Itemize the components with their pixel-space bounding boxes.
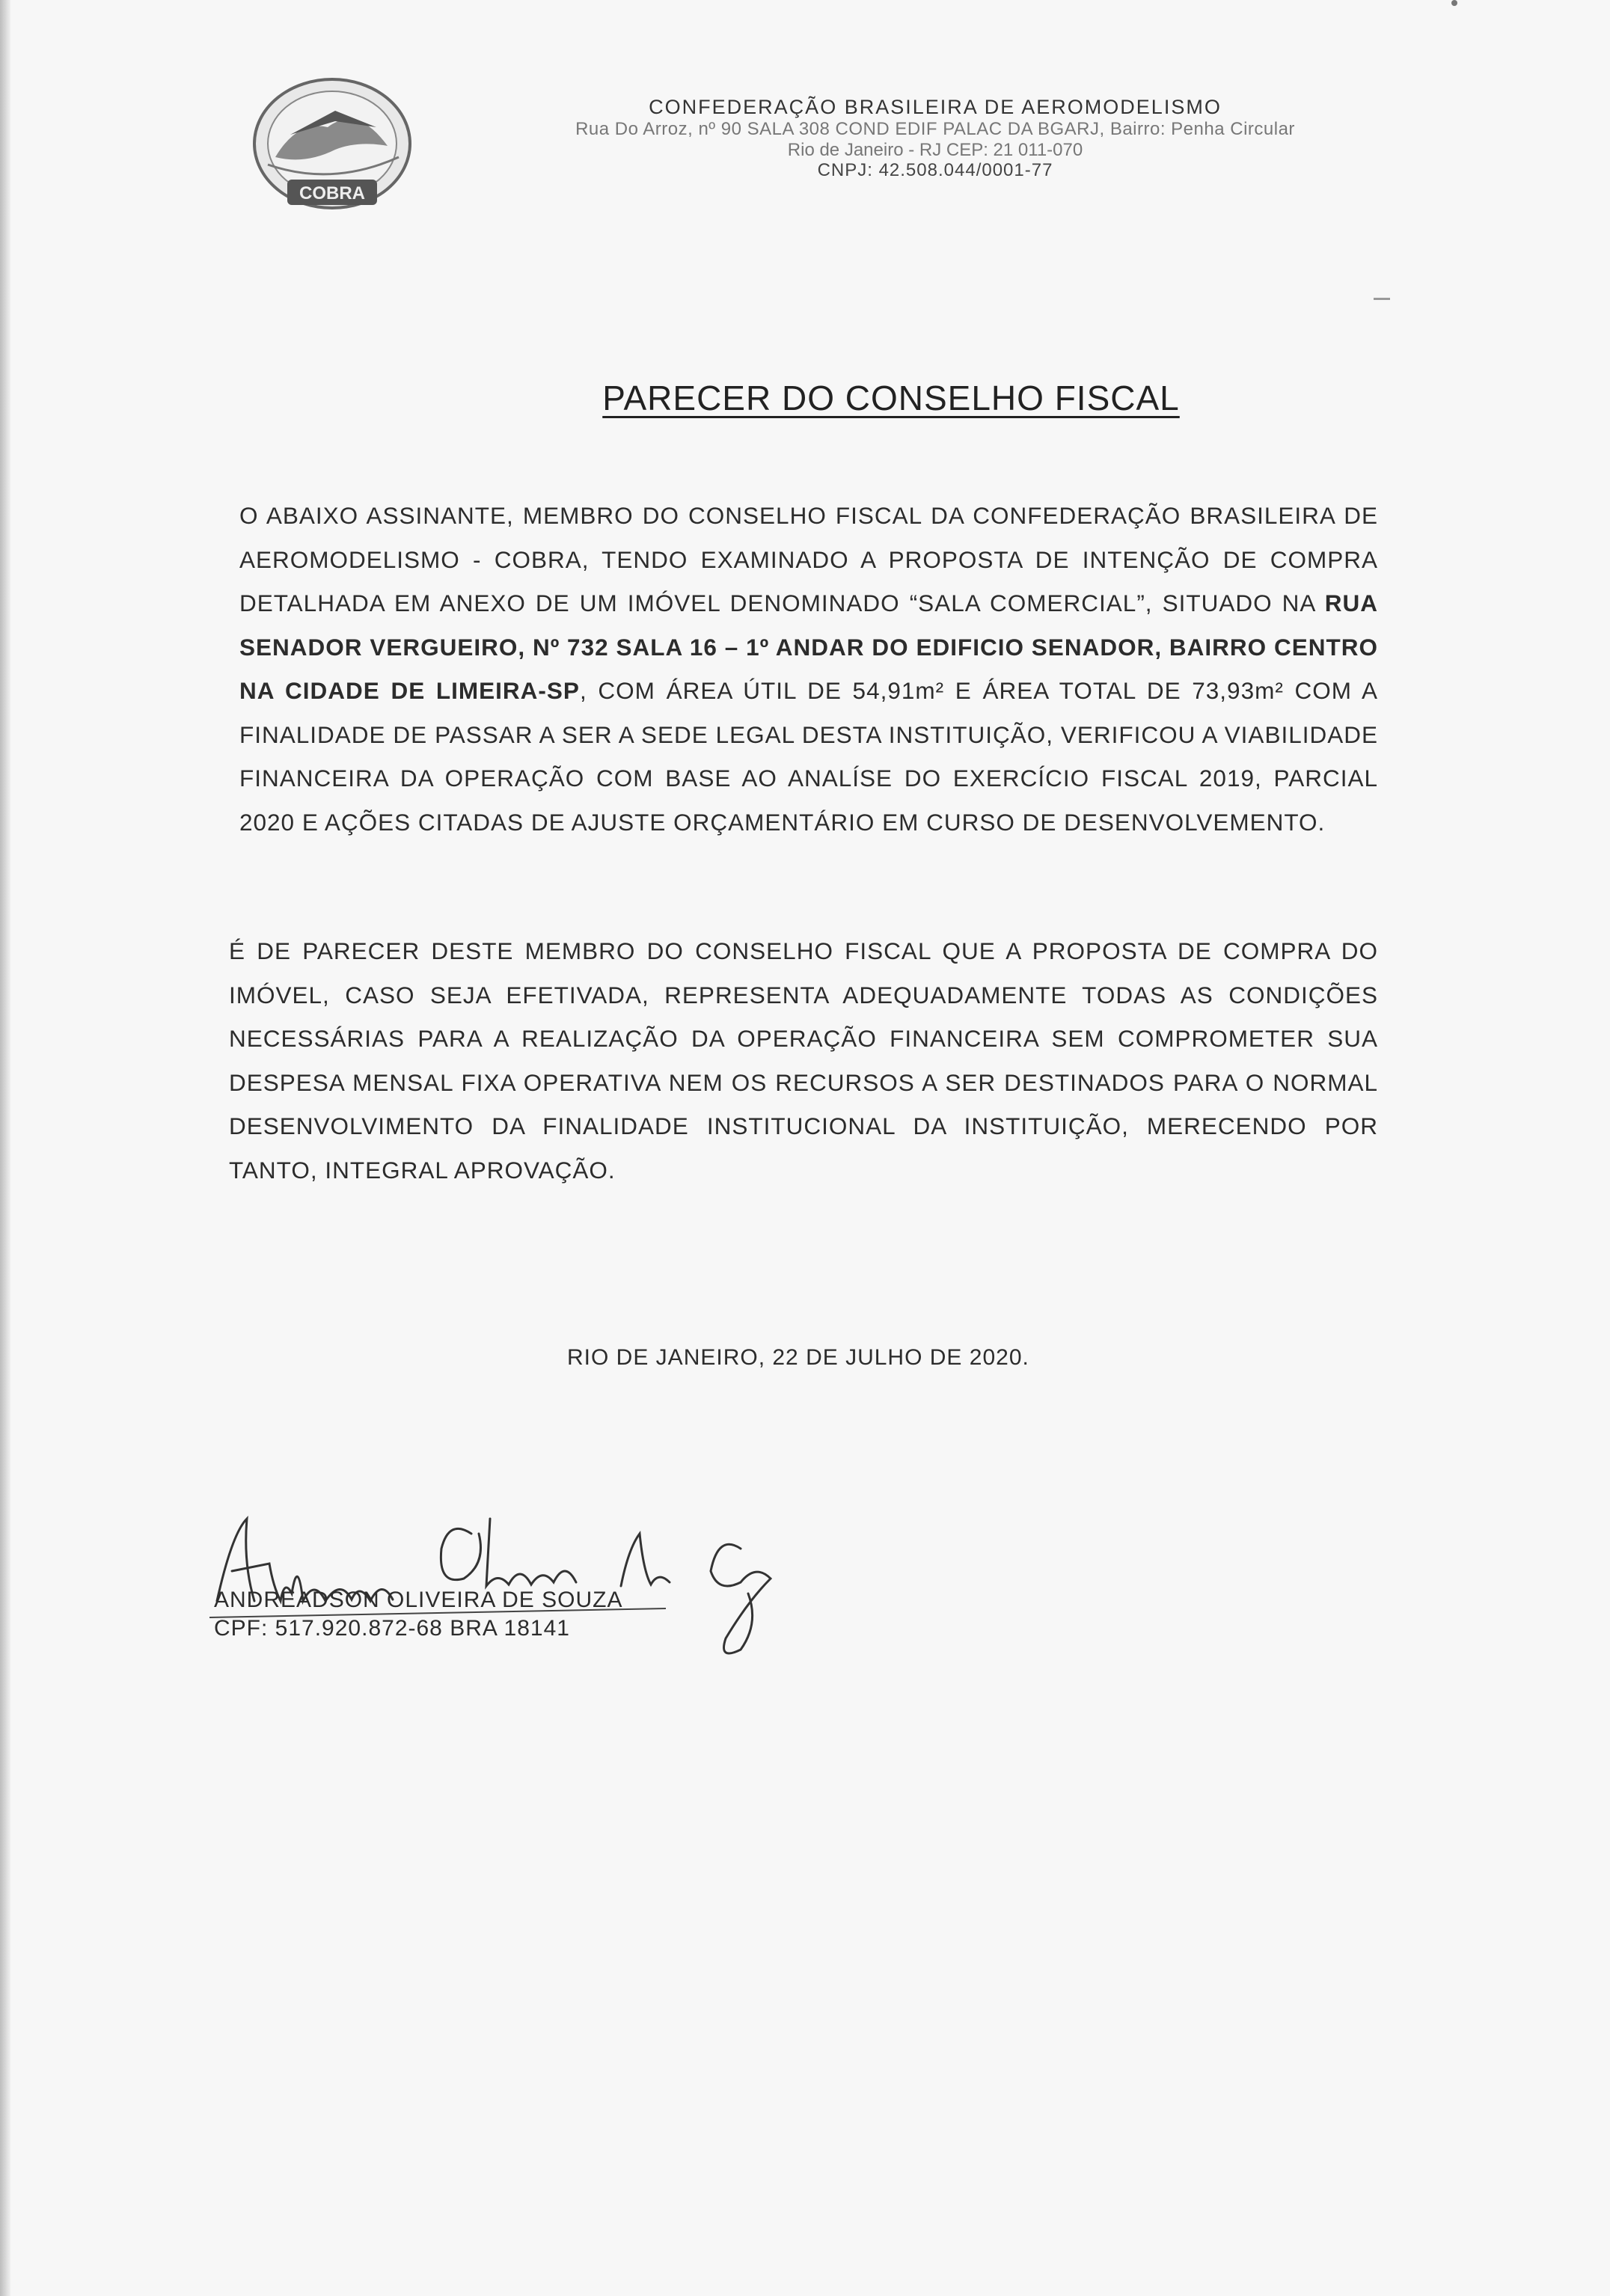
signatory-id: CPF: 517.920.872-68 BRA 18141 <box>214 1616 570 1641</box>
paragraph-1 <box>239 494 1378 844</box>
organization-cnpj: CNPJ: 42.508.044/0001-77 <box>817 160 1053 181</box>
paragraph-1-rest: , COM ÁREA ÚTIL DE 54,91m² E ÁREA TOTAL DE 73,93m² COM A FINALIDADE DE PASSAR A SER A SEDE LEGAL DESTA INSTITUIÇÃO, VERIFICOU A VIABILIDADE FINANCEIRA DA OPERAÇÃO COM BASE AO ANALÍSE DO EXERCÍCIO FISCAL 2019, PARCIAL 2020 E AÇÕES CITADAS DE AJUSTE ORÇAMENTÁRIO EM CURSO DE DESENVOLVEMENTO. <box>239 677 1378 836</box>
scan-mark <box>1451 0 1457 6</box>
date-line: RIO DE JANEIRO, 22 DE JULHO DE 2020. <box>567 1345 1029 1370</box>
page-edge-shadow <box>0 0 10 2296</box>
scan-dash <box>1374 298 1390 300</box>
letterhead <box>464 96 1407 181</box>
cobra-logo <box>245 75 419 217</box>
organization-address: Rua Do Arroz, nº 90 SALA 308 COND EDIF PALAC DA BGARJ, Bairro: Penha Circular <box>575 119 1295 140</box>
paragraph-1-address: RUA SENADOR VERGUEIRO, Nº 732 SALA 16 – 1º ANDAR DO EDIFICIO SENADOR, BAIRRO CENTRO NA CIDADE DE LIMEIRA-SP <box>239 590 1378 704</box>
document-title: PARECER DO CONSELHO FISCAL <box>602 379 1180 417</box>
organization-name: CONFEDERAÇÃO BRASILEIRA DE AEROMODELISMO <box>649 96 1222 118</box>
signatory-name: ANDREADSON OLIVEIRA DE SOUZA <box>214 1588 623 1612</box>
cobra-logo-graphic <box>245 75 419 217</box>
paragraph-2: É DE PARECER DESTE MEMBRO DO CONSELHO FISCAL QUE A PROPOSTA DE COMPRA DO IMÓVEL, CASO SEJA EFETIVADA, REPRESENTA ADEQUADAMENTE TODAS AS CONDIÇÕES NECESSÁRIAS PARA A REALIZAÇÃO DA OPERAÇÃO FINANCEIRA SEM COMPROMETER SUA DESPESA MENSAL FIXA OPERATIVA NEM OS RECURSOS A SER DESTINADOS PARA O NORMAL DESENVOLVIMENTO DA FINALIDADE INSTITUCIONAL DA INSTITUIÇÃO, MERECENDO POR TANTO, INTEGRAL APROVAÇÃO. <box>229 937 1378 1184</box>
document-title-wrapper <box>0 378 1610 418</box>
logo-text: COBRA <box>299 183 365 203</box>
organization-city: Rio de Janeiro - RJ CEP: 21 011-070 <box>787 139 1083 160</box>
signature-text: Andreadson Oliveira de Souza <box>501 1657 512 1658</box>
paragraph-1-intro: O ABAIXO ASSINANTE, MEMBRO DO CONSELHO FISCAL DA CONFEDERAÇÃO BRASILEIRA DE AEROMODELISMO - COBRA, TENDO EXAMINADO A PROPOSTA DE INTENÇÃO DE COMPRA DETALHADA EM ANEXO DE UM IMÓVEL DENOMINADO “SALA COMERCIAL”, SITUADO NA <box>239 502 1378 616</box>
